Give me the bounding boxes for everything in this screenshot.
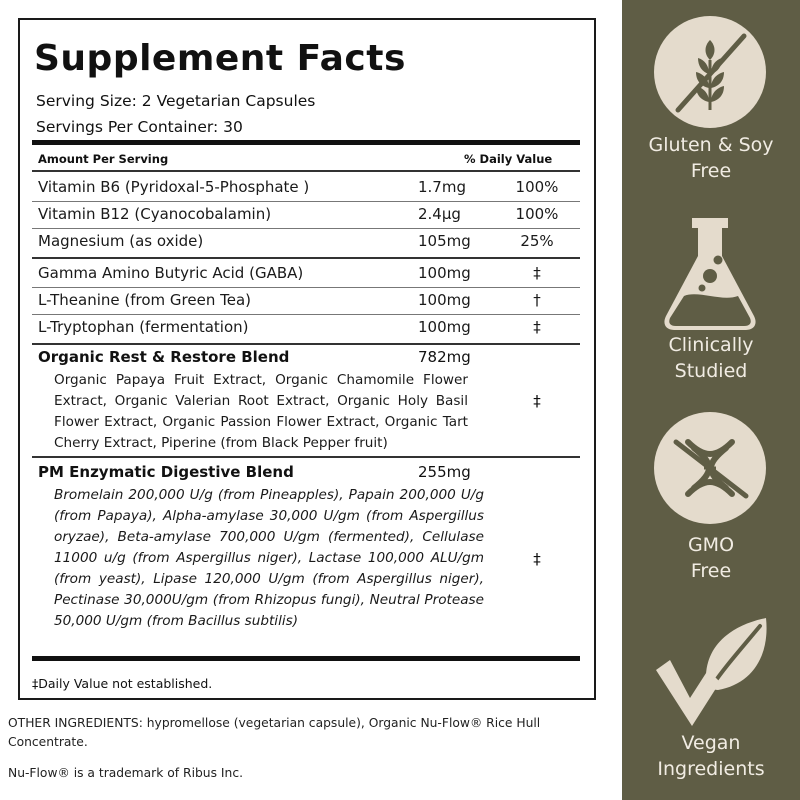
badge-label-line1: Vegan bbox=[681, 732, 741, 754]
nutrient-name: L-Theanine (from Green Tea) bbox=[38, 291, 252, 309]
nutrient-dv: † bbox=[533, 291, 541, 309]
leaf-check-icon bbox=[648, 612, 778, 730]
amount-per-serving-header: Amount Per Serving bbox=[38, 152, 169, 166]
blend-name-rest-restore: Organic Rest & Restore Blend bbox=[38, 348, 290, 366]
blend-ingredients: Bromelain 200,000 U/g (from Pineapples), Papain 200,000 U/g (from Papaya), Alpha-amylase 30,000 U/gm (from Aspergillus oryzae), Beta-amylase 700,000 U/gm (fermented), Cellulase 11000 u/g (from Aspergillus niger), Lactase 100,000 ALU/gm (from yeast), Lipase 120,000 U/gm (from Aspergillus niger), Pectinase 30,000U/gm (from Rhizopus fungi), Neutral Protease 50,000 U/gm (from Bacillus subtilis) bbox=[54, 487, 484, 629]
dna-crossed-icon bbox=[654, 412, 766, 524]
facts-title: Supplement Facts bbox=[34, 38, 406, 79]
nutrient-name: Gamma Amino Butyric Acid (GABA) bbox=[38, 264, 304, 282]
badge-label-line2: Free bbox=[690, 560, 732, 582]
trademark-notice: Nu-Flow® is a trademark of Ribus Inc. bbox=[8, 766, 243, 780]
section-divider bbox=[32, 257, 580, 259]
nutrient-row-vitamin-b6 bbox=[32, 174, 580, 201]
supplement-facts-panel bbox=[18, 18, 596, 700]
nutrient-amount: 100mg bbox=[418, 291, 471, 309]
nutrient-row-l-tryptophan bbox=[32, 314, 580, 341]
badge-label-line2: Ingredients bbox=[657, 758, 765, 780]
servings-per-container: Servings Per Container: 30 bbox=[36, 118, 243, 136]
nutrient-amount: 1.7mg bbox=[418, 178, 466, 196]
section-divider bbox=[32, 343, 580, 345]
nutrient-name: Magnesium (as oxide) bbox=[38, 232, 204, 250]
nutrient-name: L-Tryptophan (fermentation) bbox=[38, 318, 249, 336]
thick-divider bbox=[32, 656, 580, 661]
section-divider bbox=[32, 456, 580, 458]
other-ingredients: OTHER INGREDIENTS: hypromellose (vegetarian capsule), Organic Nu-Flow® Rice Hull Concentrate. bbox=[8, 716, 541, 749]
daily-value-header: % Daily Value bbox=[464, 152, 553, 166]
badge-label-line1: GMO bbox=[687, 534, 735, 556]
nutrient-row-magnesium bbox=[32, 228, 580, 255]
wheat-crossed-icon bbox=[654, 16, 766, 128]
blend-name-digestive: PM Enzymatic Digestive Blend bbox=[38, 463, 294, 481]
nutrient-row-l-theanine bbox=[32, 287, 580, 314]
nutrient-name: Vitamin B6 (Pyridoxal-5-Phosphate ) bbox=[38, 178, 310, 196]
flask-icon bbox=[654, 212, 766, 332]
badge-label-line1: Clinically bbox=[668, 334, 754, 356]
badge-label-line2: Studied bbox=[674, 360, 748, 382]
nutrient-row-gaba bbox=[32, 260, 580, 287]
blend-amount: 255mg bbox=[418, 463, 471, 481]
blend-amount: 782mg bbox=[418, 348, 471, 366]
nutrient-dv: ‡ bbox=[533, 264, 541, 282]
nutrient-dv: 25% bbox=[520, 232, 554, 250]
nutrient-amount: 2.4µg bbox=[418, 205, 461, 223]
blend-dv: ‡ bbox=[533, 550, 541, 568]
badge-label-line1: Gluten & Soy bbox=[648, 134, 774, 156]
nutrient-amount: 100mg bbox=[418, 264, 471, 282]
nutrient-name: Vitamin B12 (Cyanocobalamin) bbox=[38, 205, 272, 223]
nutrient-dv: ‡ bbox=[533, 318, 541, 336]
nutrient-amount: 100mg bbox=[418, 318, 471, 336]
blend-dv: ‡ bbox=[533, 392, 541, 410]
badge-label-line2: Free bbox=[690, 160, 732, 182]
header-divider bbox=[32, 170, 580, 172]
nutrient-row-vitamin-b12 bbox=[32, 201, 580, 228]
nutrient-amount: 105mg bbox=[418, 232, 471, 250]
nutrient-dv: 100% bbox=[515, 205, 559, 223]
serving-size: Serving Size: 2 Vegetarian Capsules bbox=[36, 92, 316, 110]
thick-divider bbox=[32, 140, 580, 145]
footnote: ‡Daily Value not established. bbox=[32, 676, 213, 691]
badge-sidebar bbox=[622, 0, 800, 800]
blend-ingredients: Organic Papaya Fruit Extract, Organic Chamomile Flower Extract, Organic Valerian Root Extract, Organic Holy Basil Flower Extract, Organic Passion Flower Extract, Organic Tart Cherry Extract, Piperine (from Black Pepper fruit) bbox=[54, 372, 468, 451]
nutrient-dv: 100% bbox=[515, 178, 559, 196]
